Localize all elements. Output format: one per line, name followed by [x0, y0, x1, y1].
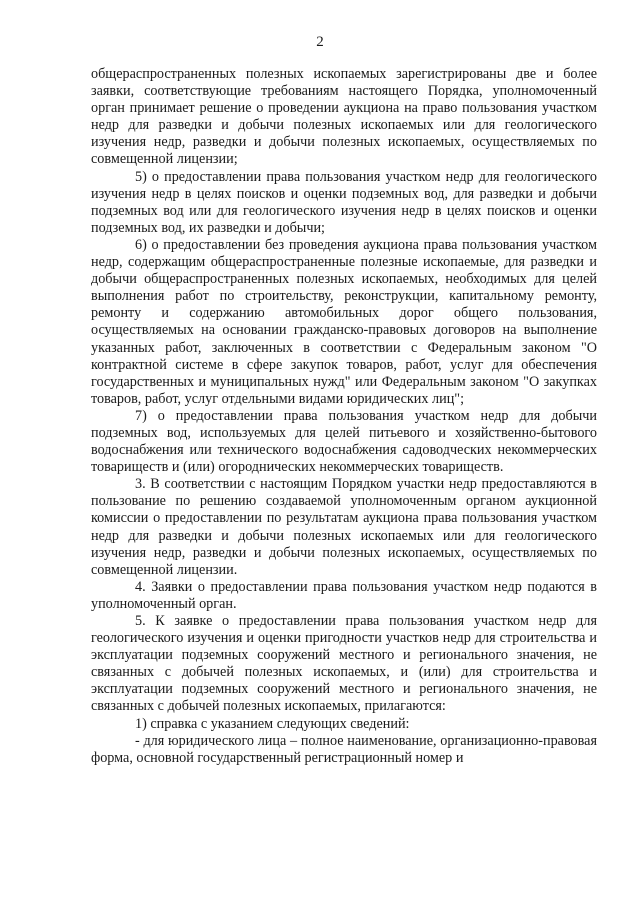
- document-body: [91, 66, 597, 767]
- paragraph: 4. Заявки о предоставлении права пользования участком недр подаются в уполномоченный орган.: [91, 578, 597, 612]
- paragraph: 6) о предоставлении без проведения аукциона права пользования участком недр, содержащим общераспространенные полезные ископаемые, для разведки и добычи общераспространенных полезных ископаемых, необходимых для целей выполнения работ по строительству, реконструкции, капитальному ремонту, ремонту и содержанию автомобильных дорог общего пользования, осуществляемых на основании гражданско-правовых договоров на выполнение указанных работ, заключенных в соответствии с Федеральным законом "О контрактной системе в сфере закупок товаров, работ, услуг для обеспечения государственных и муниципальных нужд" или Федеральным законом "О закупках товаров, работ, услуг отдельными видами юридических лиц";: [91, 236, 597, 407]
- paragraph: 3. В соответствии с настоящим Порядком участки недр предоставляются в пользование по решению создаваемой уполномоченным органом аукционной комиссии о предоставлении по результатам аукциона права пользования участком недр для разведки и добычи полезных ископаемых или для геологического изучения недр, разведки и добычи полезных ископаемых, осуществляемых по совмещенной лицензии.: [91, 476, 597, 578]
- paragraph: общераспространенных полезных ископаемых зарегистрированы две и более заявки, соответствующие требованиям настоящего Порядка, уполномоченный орган принимает решение о проведении аукциона на право пользования участком недр для разведки и добычи полезных ископаемых или для геологического изучения недр, разведки и добычи полезных ископаемых, осуществляемых по совмещенной лицензии;: [91, 66, 597, 168]
- paragraph: 5. К заявке о предоставлении права пользования участком недр для геологического изучения и оценки пригодности участков недр для строительства и эксплуатации подземных сооружений местного и регионального значения, не связанных с добычей полезных ископаемых, и (или) для строительства и эксплуатации подземных сооружений местного и регионального значения, не связанных с добычей полезных ископаемых, прилагаются:: [91, 613, 597, 715]
- page-number: 2: [316, 34, 324, 50]
- paragraph: 1) справка с указанием следующих сведений:: [135, 715, 410, 732]
- paragraph: - для юридического лица – полное наименование, организационно-правовая форма, основной государственный регистрационный номер и: [91, 732, 597, 766]
- paragraph: 7) о предоставлении права пользования участком недр для добычи подземных вод, используемых для целей питьевого и хозяйственно-бытового водоснабжения или технического водоснабжения садоводческих некоммерческих товариществ и (или) огороднических некоммерческих товариществ.: [91, 407, 597, 476]
- paragraph: 5) о предоставлении права пользования участком недр для геологического изучения недр в целях поисков и оценки подземных вод, для разведки и добычи подземных вод или для геологического изучения недр в целях поисков и оценки подземных вод, их разведки и добычи;: [91, 168, 597, 236]
